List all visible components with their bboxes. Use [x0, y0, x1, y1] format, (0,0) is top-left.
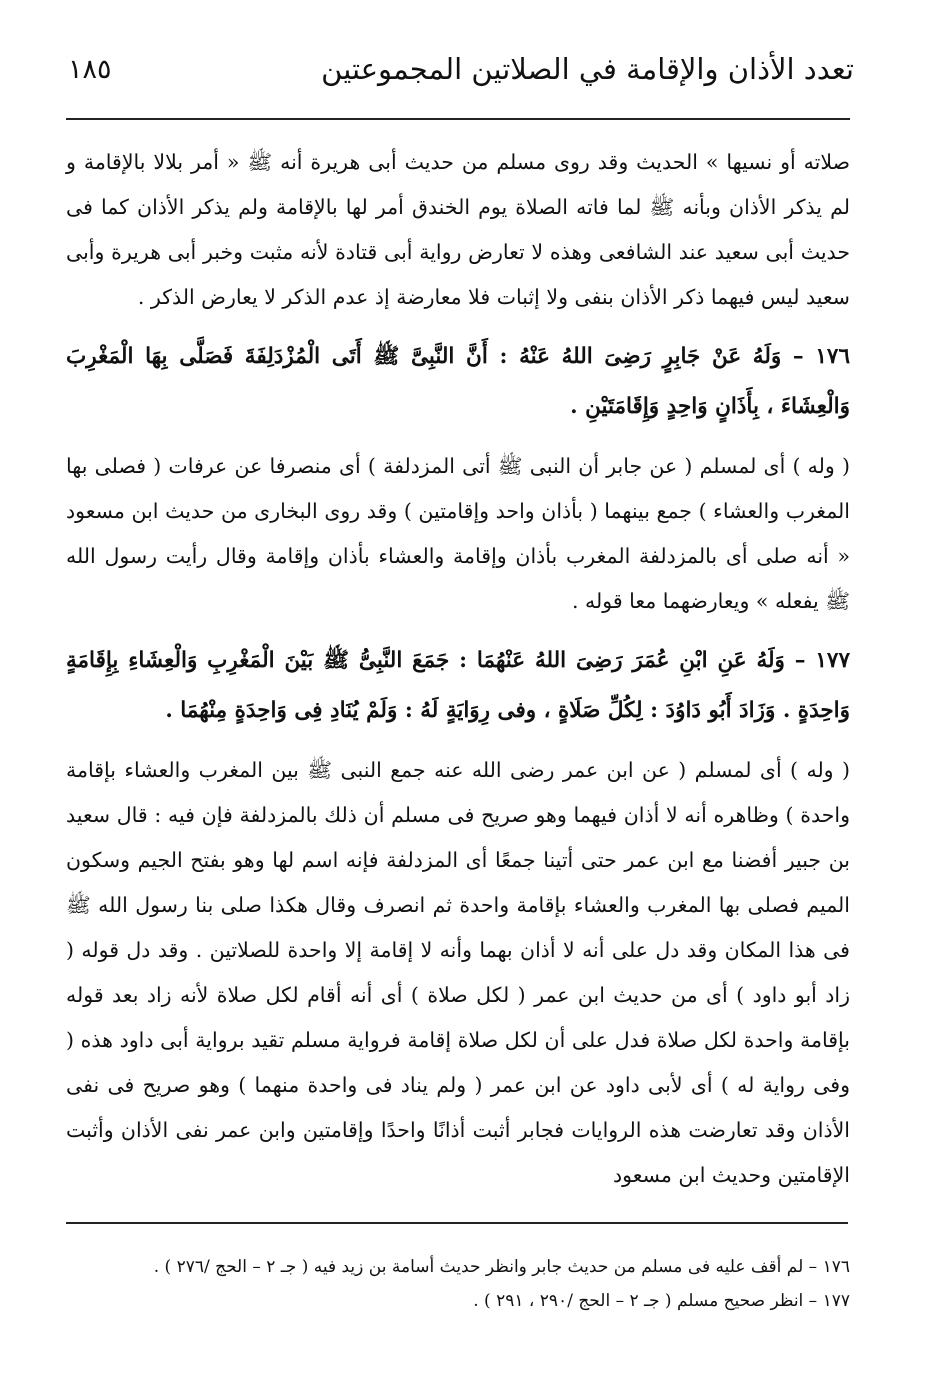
hadith-177: ١٧٧ – وَلَهُ عَنِ ابْنِ عُمَرَ رَضِىَ اللهُ عَنْهُمَا : جَمَعَ النَّبِىُّ ﷺ بَيْنَ الْمَغْرِبِ وَالْعِشَاءِ بِإِقَامَةٍ وَاحِدَةٍ . وَزَادَ أَبُو دَاوُدَ : لِكُلِّ صَلَاةٍ ، وفى رِوَايَةٍ لَهُ : وَلَمْ يُنَادِ فِى وَاحِدَةٍ مِنْهُمَا .	[66, 648, 850, 723]
commentary-paragraph-177: ( وله ) أى لمسلم ( عن ابن عمر رضى الله عنه جمع النبى ﷺ بين المغرب والعشاء بإقامة واحدة ) وظاهره أنه لا أذان فيهما وهو صريح فى مسلم أن ذلك بالمزدلفة فإن فيه : قال سعيد بن جبير أفضنا مع ابن عمر حتى أتينا جمعًا أى المزدلفة فإنه اسم لها وهو بفتح الجيم وسكون الميم فصلى بها المغرب والعشاء بإقامة واحدة ثم انصرف وقال هكذا صلى بنا رسول الله ﷺ فى هذا المكان وقد دل على أنه لا أذان بهما وأنه لا إقامة إلا واحدة للصلاتين . وقد دل قوله ( زاد أبو داود ) أى من حديث ابن عمر ( لكل صلاة ) أى أنه أقام لكل صلاة لأنه زاد بعد قوله بإقامة واحدة لكل صلاة فدل على أن لكل صلاة إقامة فرواية مسلم تقيد برواية أبى داود هذه ( وفى رواية له ) أى لأبى داود عن ابن عمر ( ولم يناد فى واحدة منهما ) وهو صريح فى نفى الأذان وقد تعارضت هذه الروايات فجابر أثبت أذانًا واحدًا وإقامتين وابن عمر نفى الأذان وأثبت الإقامتين وحديث ابن مسعود	[66, 758, 850, 1187]
commentary-paragraph-intro: صلاته أو نسيها » الحديث وقد روى مسلم من حديث أبى هريرة أنه ﷺ « أمر بلالا بالإقامة و لم يذكر الأذان وبأنه ﷺ لما فاته الصلاة يوم الخندق أمر لها بالإقامة ولم يذكر الأذان كما فى حديث أبى سعيد عند الشافعى وهذه لا تعارض رواية أبى قتادة لأنه مثبت وخبر أبى هريرة وأبى سعيد ليس فيهما ذكر الأذان بنفى ولا إثبات فلا معارضة إذ عدم الذكر لا يعارض الذكر .	[66, 150, 850, 309]
page-number: ١٨٥	[68, 54, 112, 85]
footnotes	[66, 1250, 850, 1318]
main-text	[66, 140, 850, 1198]
page-header	[64, 52, 854, 102]
running-title: تعدد الأذان والإقامة في الصلاتين المجموعتين	[321, 52, 854, 86]
header-rule	[66, 118, 850, 120]
hadith-176: ١٧٦ – وَلَهُ عَنْ جَابِرٍ رَضِىَ اللهُ عَنْهُ : أَنَّ النَّبِىَّ ﷺ أَتَى الْمُزْدَلِفَةَ فَصَلَّى بِهَا الْمَغْرِبَ وَالْعِشَاءَ ، بِأَذَانٍ وَاحِدٍ وَإِقَامَتَيْنِ .	[66, 344, 850, 419]
footnote-rule	[66, 1222, 848, 1224]
footnote-176: ١٧٦ – لم أقف عليه فى مسلم من حديث جابر وانظر حديث أسامة بن زيد فيه ( جـ ٢ – الحج /٢٧٦ ) .	[153, 1257, 850, 1277]
footnote-177: ١٧٧ – انظر صحيح مسلم ( جـ ٢ – الحج /٢٩٠ ، ٢٩١ ) .	[473, 1291, 850, 1311]
commentary-paragraph-176: ( وله ) أى لمسلم ( عن جابر أن النبى ﷺ أتى المزدلفة ) أى منصرفا عن عرفات ( فصلى بها المغرب والعشاء ) جمع بينهما ( بأذان واحد وإقامتين ) وقد روى البخارى من حديث ابن مسعود « أنه صلى أى بالمزدلفة المغرب بأذان وإقامة والعشاء بأذان وإقامة وقال رأيت رسول الله ﷺ يفعله » ويعارضهما معا قوله .	[66, 454, 850, 613]
